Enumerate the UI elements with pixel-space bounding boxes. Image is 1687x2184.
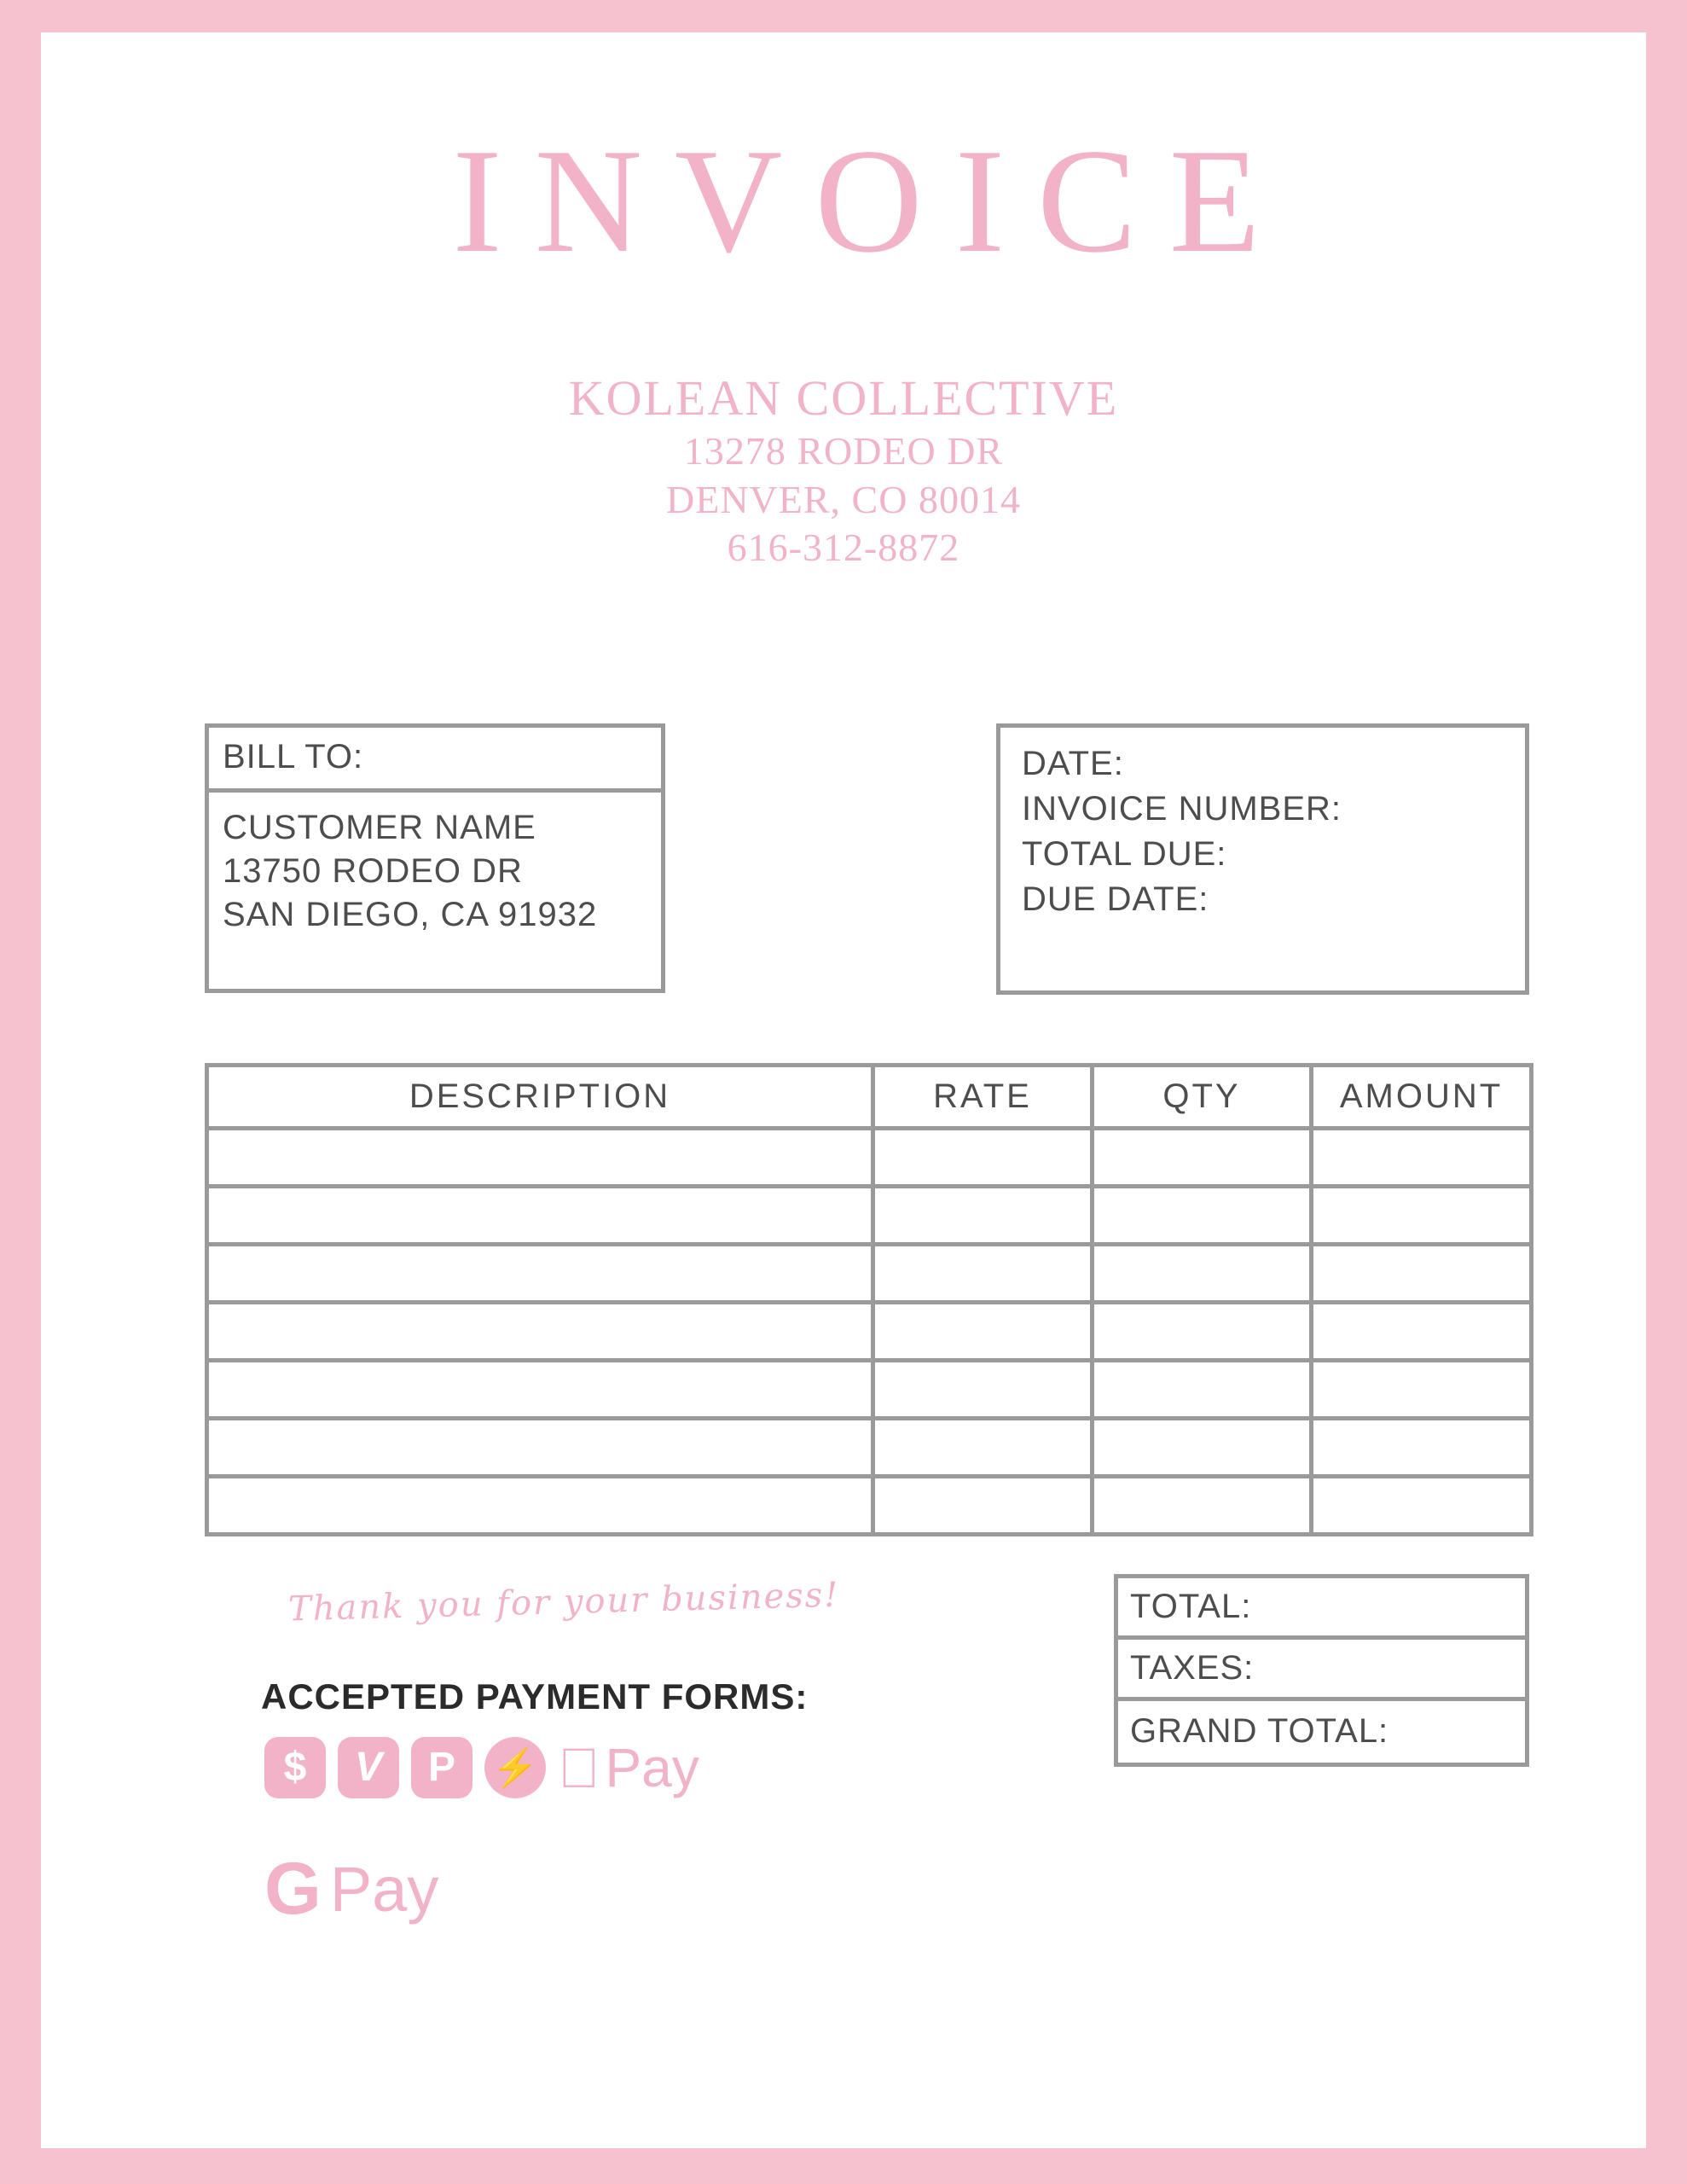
cell-qty[interactable]	[1093, 1128, 1312, 1186]
cell-amount[interactable]	[1312, 1418, 1532, 1476]
table-row[interactable]	[207, 1302, 1532, 1360]
bill-to-heading: BILL TO:	[209, 728, 661, 793]
google-g-icon: G	[264, 1847, 322, 1930]
totals-box	[1114, 1574, 1529, 1767]
cell-qty[interactable]	[1093, 1360, 1312, 1418]
cell-rate[interactable]	[873, 1302, 1093, 1360]
date-label: DATE:	[1022, 744, 1124, 782]
company-address-line2: DENVER, CO 80014	[666, 477, 1021, 521]
invoice-sheet	[41, 32, 1646, 2148]
cell-qty[interactable]	[1093, 1418, 1312, 1476]
cell-amount[interactable]	[1312, 1302, 1532, 1360]
accepted-payment-label: ACCEPTED PAYMENT FORMS:	[261, 1676, 809, 1716]
apple-pay-label: Pay	[563, 1736, 658, 1798]
cell-description[interactable]	[207, 1302, 873, 1360]
cell-rate[interactable]	[873, 1476, 1093, 1534]
invoice-details-box[interactable]	[996, 723, 1529, 995]
bill-to-address-line1: 13750 RODEO DR	[223, 851, 523, 890]
thank-you-note: Thank you for your business!	[287, 1575, 840, 1629]
venmo-icon[interactable]: V	[338, 1737, 399, 1798]
table-header-row	[207, 1065, 1532, 1128]
column-header-rate: RATE	[873, 1065, 1093, 1128]
cell-description[interactable]	[207, 1418, 873, 1476]
page-title: INVOICE	[452, 118, 1293, 283]
cell-description[interactable]	[207, 1360, 873, 1418]
cell-description[interactable]	[207, 1476, 873, 1534]
column-header-description: DESCRIPTION	[207, 1065, 873, 1128]
cell-qty[interactable]	[1093, 1186, 1312, 1244]
bill-to-address-line2: SAN DIEGO, CA 91932	[223, 896, 598, 934]
grand-total-row[interactable]: GRAND TOTAL:	[1130, 1712, 1389, 1751]
taxes-row[interactable]: TAXES:	[1118, 1640, 1525, 1701]
items-table-wrap	[205, 1063, 1504, 1536]
google-pay-label: Pay	[329, 1853, 439, 1925]
due-date-label: DUE DATE:	[1022, 880, 1209, 919]
payment-icons-row	[264, 1736, 699, 1799]
company-address-line1: 13278 RODEO DR	[683, 429, 1004, 473]
paypal-icon[interactable]: P	[411, 1737, 472, 1798]
items-table	[205, 1063, 1533, 1536]
cell-description[interactable]	[207, 1244, 873, 1302]
footer	[41, 1565, 1646, 1930]
table-row[interactable]	[207, 1244, 1532, 1302]
google-pay-icon[interactable]	[264, 1847, 438, 1931]
cell-rate[interactable]	[873, 1128, 1093, 1186]
cell-rate[interactable]	[873, 1360, 1093, 1418]
cell-rate[interactable]	[873, 1418, 1093, 1476]
column-header-qty: QTY	[1093, 1065, 1312, 1128]
cell-description[interactable]	[207, 1128, 873, 1186]
table-row[interactable]	[207, 1128, 1532, 1186]
cell-amount[interactable]	[1312, 1244, 1532, 1302]
column-header-amount: AMOUNT	[1312, 1065, 1532, 1128]
cell-qty[interactable]	[1093, 1476, 1312, 1534]
messenger-pay-icon[interactable]: ⚡	[484, 1737, 546, 1798]
company-name: KOLEAN COLLECTIVE	[568, 370, 1119, 426]
bill-to-box	[205, 723, 665, 993]
company-block	[41, 369, 1646, 572]
bill-to-customer-name: CUSTOMER NAME	[223, 808, 536, 846]
cell-amount[interactable]	[1312, 1476, 1532, 1534]
cell-amount[interactable]	[1312, 1128, 1532, 1186]
payment-icons-row-2	[264, 1847, 438, 1931]
table-row[interactable]	[207, 1360, 1532, 1418]
company-phone: 616-312-8872	[727, 525, 960, 569]
meta-row	[41, 723, 1646, 1005]
table-row[interactable]	[207, 1476, 1532, 1534]
cell-rate[interactable]	[873, 1244, 1093, 1302]
bill-to-body[interactable]	[209, 793, 661, 989]
total-row[interactable]: TOTAL:	[1118, 1578, 1525, 1640]
cell-amount[interactable]	[1312, 1186, 1532, 1244]
total-due-label: TOTAL DUE:	[1022, 835, 1227, 874]
cash-app-icon[interactable]: $	[264, 1737, 326, 1798]
cell-description[interactable]	[207, 1186, 873, 1244]
cell-amount[interactable]	[1312, 1360, 1532, 1418]
apple-logo-icon	[558, 1740, 600, 1796]
cell-rate[interactable]	[873, 1186, 1093, 1244]
cell-qty[interactable]	[1093, 1302, 1312, 1360]
apple-pay-icon[interactable]	[558, 1736, 699, 1799]
cell-qty[interactable]	[1093, 1244, 1312, 1302]
table-row[interactable]	[207, 1418, 1532, 1476]
table-row[interactable]	[207, 1186, 1532, 1244]
invoice-number-label: INVOICE NUMBER:	[1022, 789, 1342, 828]
